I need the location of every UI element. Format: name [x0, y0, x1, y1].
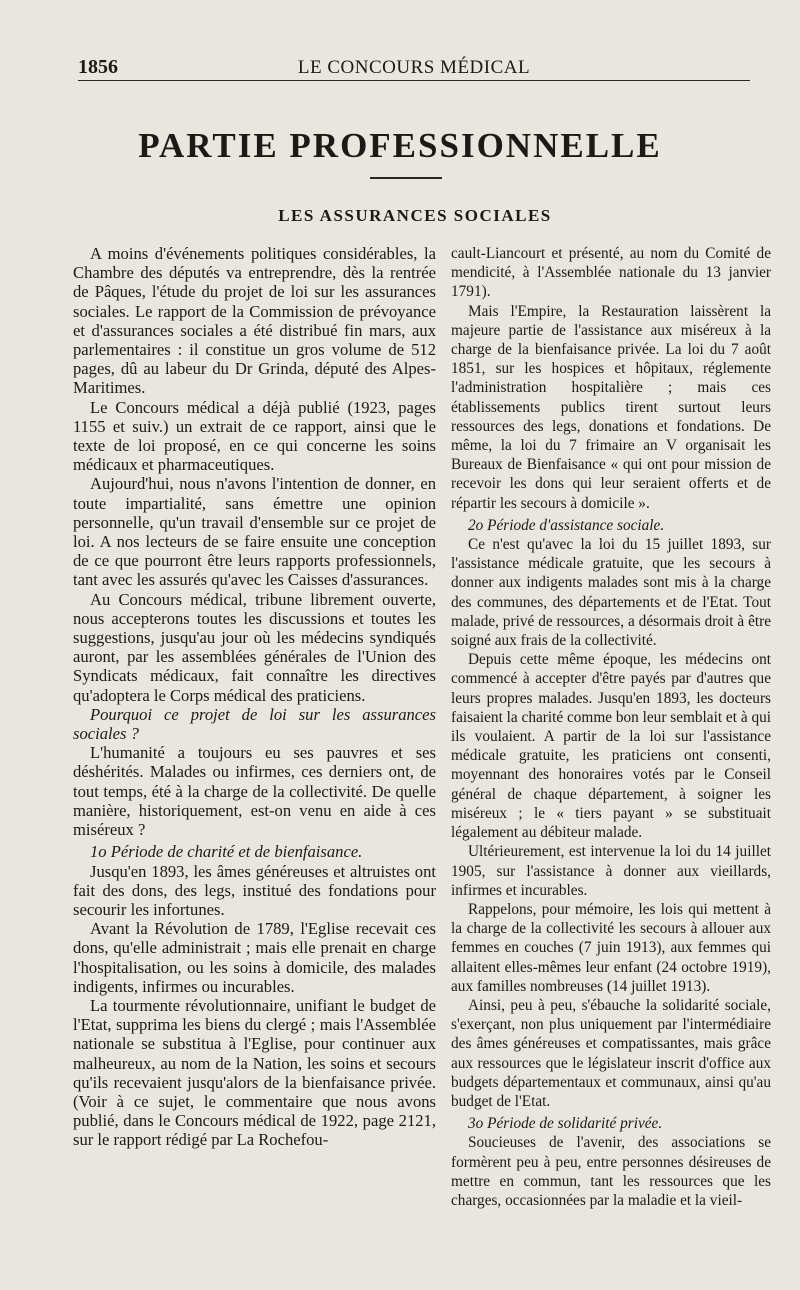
journal-title: LE CONCOURS MÉDICAL: [297, 57, 531, 78]
paragraph: Le Concours médical a déjà publié (1923, pages 1155 et suiv.) un extrait de ce rapport, ainsi que le texte de loi proposé, en ce qui concerne les soins médicaux et pharmaceutiques.: [73, 397, 436, 475]
title-rule: [370, 177, 442, 179]
page-number: 1856: [78, 56, 118, 78]
subsection-heading: 2o Période d'assistance sociale.: [468, 516, 665, 534]
paragraph: La tourmente révolutionnaire, unifiant le budget de l'Etat, supprima les biens du clergé ; mais l'Assemblée nationale se substitua à l'Eglise, pour continuer aux malheureux, au nom de la Nation, les soins et secours qu'ils recevaient jusqu'alors de la bienfaisance privée. (Voir à ce sujet, le commentaire que nous avons publié, dans le Concours médical de 1922, page 2121, sur le rapport rédigé par La Rochefou-: [73, 995, 436, 1150]
paragraph: Avant la Révolution de 1789, l'Eglise recevait ces dons, qu'elle administrait ; mais elle prenait en charge l'hospitalisation, ou les soins à domicile, des malades indigents, infirmes ou incurables.: [73, 919, 436, 996]
paragraph: L'humanité a toujours eu ses pauvres et ses déshérités. Malades ou infirmes, ces derniers ont, de tout temps, été à la charge de la collectivité. De quelle manière, historiquement, est-on venu en aide à ces miséreux ?: [73, 743, 436, 840]
paragraph: Depuis cette même époque, les médecins ont commencé à accepter d'être payés par d'autres que leurs propres malades. Jusqu'en 1893, les docteurs faisaient la charité comme bon leur semblait et à qui ils voulaient. A partir de la loi sur l'assistance médicale gratuite, les praticiens ont consenti, moyennant des honoraires votés par le Conseil général de chaque département, à soigner les miséreux ; le « tiers payant » se substituait légalement au débiteur malade.: [451, 651, 771, 842]
left-column: [73, 244, 436, 1150]
paragraph: Aujourd'hui, nous n'avons l'intention de donner, en toute impartialité, sans émettre une opinion personnelle, qu'un travail d'ensemble sur ce projet de loi. A nos lecteurs de se faire ensuite une conception de ce que pourront être leurs rapports professionnels, tant avec les assurés qu'avec les Caisses d'assurances.: [73, 474, 436, 590]
paragraph: Mais l'Empire, la Restauration laissèrent la majeure partie de l'assistance aux miséreux à la charge de la bienfaisance privée. La loi du 7 août 1851, sur les hospices et hôpitaux, réglemente l'administration hospitalière ; mais ces établissements publics tirent surtout leurs ressources des legs, donations et fondations. De même, la loi du 7 frimaire an V organisait les Bureaux de Bienfaisance « qui ont pour mission de recevoir les dons qui leur seraient offerts et de répartir les secours à domicile ».: [451, 302, 771, 512]
paragraph: Soucieuses de l'avenir, des associations se formèrent peu à peu, entre personnes désireuses de mettre en commun, tant les ressources que les charges, occasionnées par la maladie et la vieil-: [451, 1134, 771, 1209]
paragraph: Jusqu'en 1893, les âmes généreuses et altruistes ont fait des dons, des legs, institué des fondations pour secourir les infortunes.: [73, 861, 436, 919]
paragraph: cault-Liancourt et présenté, au nom du Comité de mendicité, à l'Assemblée nationale du 13 janvier 1791).: [451, 245, 771, 301]
running-header: [78, 56, 750, 81]
section-title: PARTIE PROFESSIONNELLE: [138, 126, 662, 165]
paragraph: Ce n'est qu'avec la loi du 15 juillet 1893, sur l'assistance médicale gratuite, que les secours à donner aux indigents malades sont mis à la charge des communes, des départements et de l'Etat. Tout malade, privé de ressources, a désormais droit à être soigné aux frais de la collectivité.: [451, 536, 771, 650]
right-column: [451, 244, 771, 1210]
paragraph: Rappelons, pour mémoire, les lois qui mettent à la charge de la collectivité les secours à allouer aux femmes en couches (7 juin 1913), aux femmes qui allaitent elles-mêmes leur enfant (24 octobre 1919), aux familles nombreuses (14 juillet 1913).: [451, 900, 771, 995]
paragraph: A moins d'événements politiques considérables, la Chambre des députés va entreprendre, dès la rentrée de Pâques, l'étude du projet de loi sur les assurances sociales. Le rapport de la Commission de prévoyance et d'assurances sociales a été distribué fin mars, aux parlementaires : il constitue un gros volume de 512 pages, dû au labeur du Dr Grinda, député des Alpes-Maritimes.: [73, 244, 436, 398]
article-title: LES ASSURANCES SOCIALES: [278, 206, 552, 225]
paragraph: Ainsi, peu à peu, s'ébauche la solidarité sociale, s'exerçant, non plus uniquement par l'intermédiaire des âmes généreuses et compatissantes, mais grâce aux ressources que le législateur inscrit d'office aux budgets départementaux et communaux, ainsi qu'au budget de l'Etat.: [451, 996, 771, 1110]
question-paragraph: Pourquoi ce projet de loi sur les assurances sociales ?: [73, 704, 436, 744]
subsection-heading: 3o Période de solidarité privée.: [468, 1115, 663, 1133]
paragraph: Au Concours médical, tribune librement ouverte, nous accepterons toutes les discussions et toutes les suggestions, jusqu'au jour où les médecins syndiqués auront, par les assemblées générales de l'Union des Syndicats médicaux, fait connaître les directives qu'adoptera le Corps médical des praticiens.: [73, 589, 436, 705]
paragraph: Ultérieurement, est intervenue la loi du 14 juillet 1905, sur l'assistance à donner aux vieillards, infirmes et incurables.: [451, 843, 771, 899]
subsection-heading: 1o Période de charité et de bienfaisance.: [90, 842, 363, 862]
